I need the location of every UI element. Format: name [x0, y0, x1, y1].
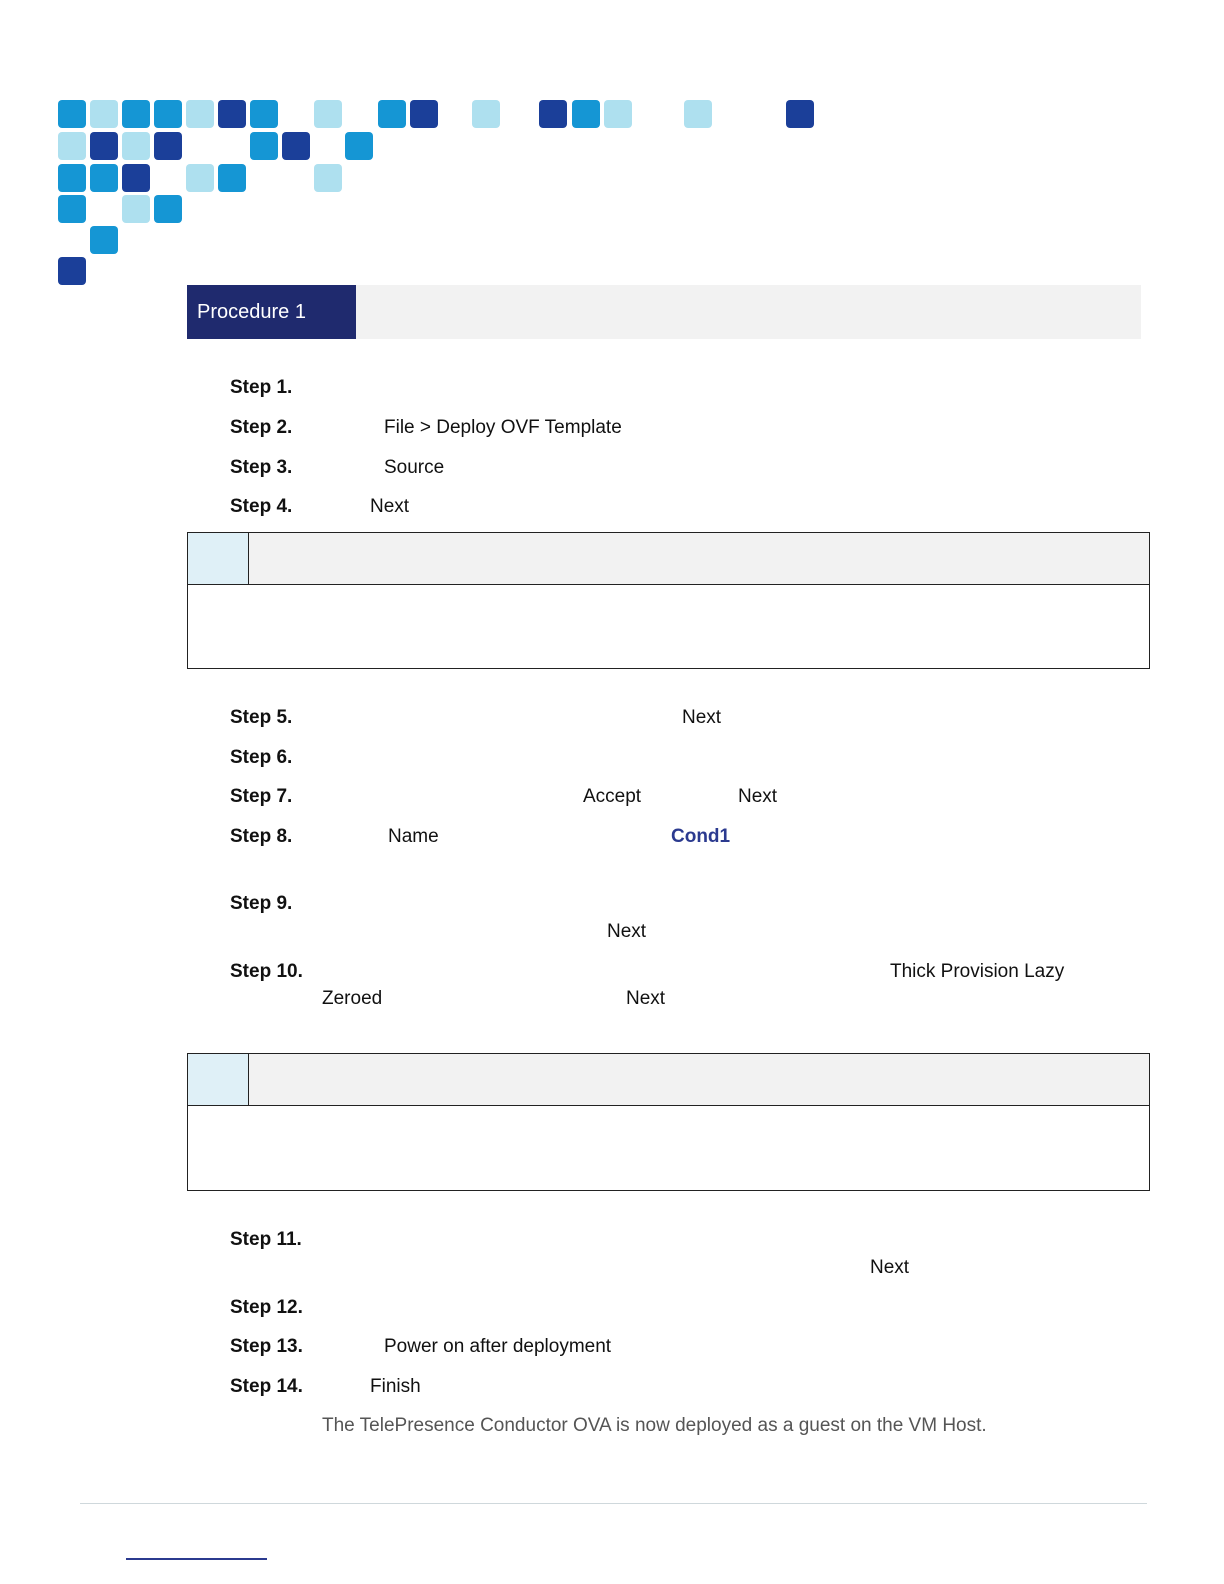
logo-tile [314, 164, 342, 192]
logo-tile [58, 132, 86, 160]
hostname-value: Cond1 [671, 826, 731, 847]
step-label: Step 1. [230, 377, 293, 398]
procedure-label: Procedure 1 [187, 285, 356, 339]
logo-tile [90, 226, 118, 254]
logo-tile [314, 100, 342, 128]
note-header [188, 1054, 1149, 1106]
step-label: Step 11. [230, 1229, 302, 1250]
step-text: Zeroed [322, 988, 383, 1009]
logo-tile [122, 100, 150, 128]
logo-tile [154, 195, 182, 223]
logo-tile [345, 132, 373, 160]
logo-tile [90, 164, 118, 192]
step-text: Next [738, 786, 778, 807]
logo-tile [154, 132, 182, 160]
logo-tile [58, 195, 86, 223]
cisco-logo-mosaic [58, 100, 838, 290]
logo-tile [186, 100, 214, 128]
logo-tile [58, 257, 86, 285]
step-text: Next [626, 988, 666, 1009]
logo-tile [250, 100, 278, 128]
step-text: Accept [583, 786, 642, 807]
logo-tile [122, 132, 150, 160]
note-icon-cell [188, 533, 249, 584]
step-text: Next [607, 921, 647, 942]
logo-tile [684, 100, 712, 128]
note-header [188, 533, 1149, 585]
logo-tile [250, 132, 278, 160]
step-label: Step 6. [230, 747, 293, 768]
logo-tile [90, 132, 118, 160]
step-text: Thick Provision Lazy [890, 961, 1065, 982]
step-label: Step 14. [230, 1376, 303, 1397]
logo-tile [572, 100, 600, 128]
logo-tile [604, 100, 632, 128]
step-text: Source [384, 457, 445, 478]
logo-tile [786, 100, 814, 128]
step-text: Power on after deployment [384, 1336, 612, 1357]
logo-tile [90, 100, 118, 128]
logo-tile [218, 164, 246, 192]
step-label: Step 8. [230, 826, 293, 847]
step-text: Next [682, 707, 722, 728]
logo-tile [218, 100, 246, 128]
logo-tile [282, 132, 310, 160]
footer-divider [80, 1503, 1147, 1504]
logo-tile [378, 100, 406, 128]
step-label: Step 7. [230, 786, 293, 807]
logo-tile [410, 100, 438, 128]
conclusion-text: The TelePresence Conductor OVA is now deployed as a guest on the VM Host. [322, 1415, 987, 1436]
step-text: Finish [370, 1376, 421, 1397]
logo-tile [186, 164, 214, 192]
note-icon-cell [188, 1054, 249, 1105]
step-label: Step 3. [230, 457, 293, 478]
step-text: Name [388, 826, 439, 847]
step-label: Step 2. [230, 417, 293, 438]
step-label: Step 4. [230, 496, 293, 517]
footer-link-underline[interactable] [126, 1558, 267, 1560]
step-label: Step 12. [230, 1297, 303, 1318]
logo-tile [122, 195, 150, 223]
step-label: Step 9. [230, 893, 293, 914]
logo-tile [539, 100, 567, 128]
note-box [187, 1053, 1150, 1191]
step-label: Step 5. [230, 707, 293, 728]
step-label: Step 10. [230, 961, 303, 982]
note-box [187, 532, 1150, 669]
step-text: File > Deploy OVF Template [384, 417, 622, 438]
logo-tile [154, 100, 182, 128]
logo-tile [472, 100, 500, 128]
step-text: Next [370, 496, 410, 517]
step-label: Step 13. [230, 1336, 303, 1357]
step-text: Next [870, 1257, 910, 1278]
logo-tile [58, 100, 86, 128]
logo-tile [122, 164, 150, 192]
logo-tile [58, 164, 86, 192]
